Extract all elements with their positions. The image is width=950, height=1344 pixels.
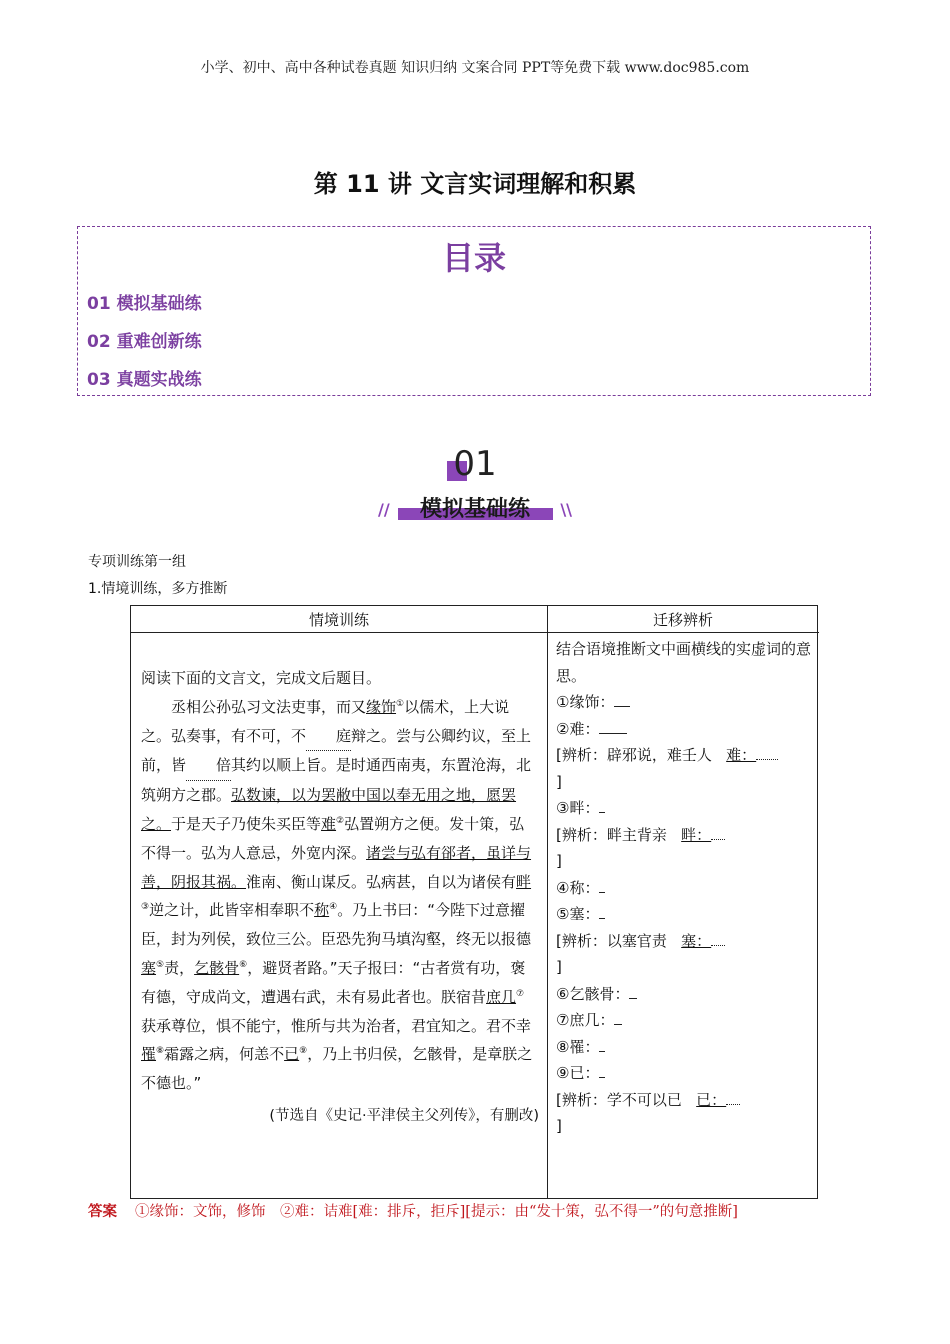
analysis-close-4: ]: [556, 1117, 562, 1135]
analysis-line-4: [556, 1087, 814, 1114]
underlined-sentence: 诸尝与弘有郤者，虽详与善，阴报其祸。: [141, 843, 532, 891]
answer-label: ⑨已：: [556, 1064, 600, 1082]
table-header-rule-right: [547, 632, 819, 633]
passage-span: 获承尊位，惧不能宁，惟所与共为治者，君宜知之。君不幸: [141, 1016, 532, 1035]
note-mark: ①: [396, 698, 405, 709]
answer-blank[interactable]: [711, 839, 725, 840]
analysis-column: [556, 636, 814, 1140]
answer-line-3: [556, 795, 814, 822]
note-mark: ③: [141, 902, 150, 913]
passage-intro: 阅读下面的文言文，完成文后题目。: [141, 669, 382, 687]
answer-blank[interactable]: [711, 945, 725, 946]
underlined-word: 塞: [141, 958, 157, 977]
answer-blank[interactable]: [629, 982, 637, 999]
table-of-contents: [77, 226, 871, 396]
analysis-word: 塞：: [681, 931, 712, 950]
table-header-left: 情境训练: [308, 611, 369, 629]
answer-line-8: [556, 1034, 814, 1061]
answer-line-5: [556, 901, 814, 928]
passage: [141, 664, 539, 1131]
dotted-word: 庭: [306, 722, 351, 752]
underlined-word: 乞骸骨: [194, 958, 240, 977]
passage-text: [141, 693, 539, 1098]
page-title: 第 11 讲 文言实词理解和积累: [313, 170, 637, 198]
answer-label: 答案: [88, 1204, 117, 1220]
answer-blank[interactable]: [726, 1104, 740, 1105]
underlined-word: 缘饰: [366, 697, 397, 716]
answer-label: ⑦庶几：: [556, 1011, 615, 1029]
underlined-sentence: 弘数谏，以为罢敝中国以奉无用之地，愿罢之。: [141, 786, 517, 833]
answer-blank[interactable]: [599, 1035, 605, 1052]
answer-blank[interactable]: [599, 902, 605, 919]
passage-span: ，乃上书归侯，乞骸骨，是章朕之不德也。”: [141, 1045, 533, 1093]
passage-span: 霜露之病，何恙不: [164, 1045, 285, 1064]
note-mark: ⑥: [239, 959, 248, 970]
group-label: 专项训练第一组: [88, 554, 186, 570]
answer-line-2: [556, 716, 814, 743]
answer-blank[interactable]: [614, 1008, 622, 1025]
answer-blank[interactable]: [599, 1061, 605, 1078]
underlined-word: 罹: [141, 1045, 157, 1064]
passage-span: 其约以顺上旨。是时通西南夷，东置沧海，北筑朔方之郡。: [141, 756, 532, 805]
answer-label: ①缘饰：: [556, 693, 615, 711]
note-mark: ②: [336, 815, 345, 826]
answer-label: ③畔：: [556, 799, 600, 817]
slash-right-icon: \\: [560, 500, 572, 519]
underlined-word: 庶几: [486, 987, 517, 1006]
note-mark: ④: [329, 902, 338, 913]
answer-blank[interactable]: [599, 717, 627, 734]
dotted-word: 倍: [186, 751, 231, 781]
answer-line-9: [556, 1060, 814, 1087]
answer-line-6: [556, 981, 814, 1008]
analysis-text: [辨析：畔主背亲: [556, 825, 667, 844]
passage-span: 以儒术，上大说之。弘奏事，有不可，不: [141, 697, 510, 745]
note-mark: ⑤: [156, 959, 165, 970]
analysis-word: 难：: [726, 746, 757, 764]
exercise-table: [130, 605, 818, 1199]
analysis-line-2: [556, 822, 814, 849]
analysis-line-1: [556, 742, 814, 769]
answer-text: ①缘饰：文饰，修饰 ②难：诘难[难：排斥，拒斥][提示：由“发十策，弘不得一”的句意推断]: [135, 1204, 738, 1220]
answer-line-1: [556, 689, 814, 716]
answer-label: ⑧罹：: [556, 1037, 600, 1056]
analysis-text: [辨析：辟邪说，难壬人: [556, 746, 712, 764]
passage-span: 淮南、衡山谋反。弘病甚，自以为诸侯有: [246, 872, 517, 891]
passage-span: 逆之计，此皆宰相奉职不: [149, 901, 315, 920]
answer-label: ⑤塞：: [556, 905, 600, 923]
passage-span: 责，: [164, 958, 195, 977]
analysis-word: 已：: [696, 1090, 727, 1109]
answer-label: ⑥乞骸骨：: [556, 984, 630, 1003]
analysis-close-1: ]: [556, 772, 562, 791]
answer-label: ④称：: [556, 878, 600, 897]
note-mark: ⑧: [156, 1046, 165, 1057]
analysis-close-2: ]: [556, 852, 562, 870]
answer-blank[interactable]: [599, 876, 605, 893]
analysis-close-3: ]: [556, 958, 562, 976]
answer-line-4: [556, 875, 814, 902]
table-header-rule-left: [131, 632, 547, 633]
analysis-instruction: 结合语境推断文中画横线的实虚词的意思。: [556, 640, 812, 685]
toc-heading: 目录: [441, 239, 506, 277]
passage-span: 辩之。尝与公卿约议，至上前，皆: [141, 726, 532, 775]
toc-item-2[interactable]: 02 重难创新练: [87, 332, 202, 352]
passage-source: (节选自《史记·平津侯主父列传》，有删改): [269, 1107, 539, 1124]
answer-line: [88, 1200, 878, 1221]
note-mark: ⑦: [516, 988, 525, 999]
underlined-word: 畔: [516, 872, 532, 891]
passage-span: 弘置朔方之便。发十策，弘不得一。弘为人意忌，外宽内深。: [141, 814, 525, 862]
analysis-word: 畔：: [681, 825, 712, 844]
note-mark: ⑨: [299, 1046, 308, 1057]
passage-span: ，避贤者路。”天子报曰：“古者赏有功，褒有德，守成尚文，遭遇右武，未有易此者也。朕宿昔: [141, 958, 526, 1006]
section-number: 01: [453, 444, 497, 484]
underlined-word: 难: [321, 814, 337, 833]
analysis-text: [辨析：学不可以已: [556, 1090, 682, 1109]
answer-blank[interactable]: [599, 796, 605, 813]
question-label: 1.情境训练，多方推断: [88, 581, 228, 597]
page-header: 小学、初中、高中各种试卷真题 知识归纳 文案合同 PPT等免费下载 www.doc985.com: [200, 60, 750, 76]
section-name: 模拟基础练: [419, 497, 530, 522]
underlined-word: 称: [314, 901, 330, 920]
passage-span: 丞相公孙弘习文法吏事，而又: [171, 697, 367, 716]
toc-item-1[interactable]: 01 模拟基础练: [87, 294, 202, 314]
toc-item-3[interactable]: 03 真题实战练: [87, 370, 202, 390]
passage-span: 。乃上书曰：“今陛下过意擢臣，封为列侯，致位三公。臣恐先狗马填沟壑，终无以报德: [141, 901, 532, 949]
answer-line-7: [556, 1007, 814, 1034]
underlined-word: 已: [284, 1045, 300, 1064]
slash-left-icon: //: [378, 500, 390, 519]
answer-blank[interactable]: [614, 690, 630, 707]
passage-span: 于是天子乃使朱买臣等: [171, 814, 322, 833]
table-header-right: 迁移辨析: [652, 611, 713, 629]
section-banner: [378, 492, 572, 522]
analysis-line-3: [556, 928, 814, 955]
answer-label: ②难：: [556, 719, 600, 738]
table-divider: [547, 606, 548, 1198]
analysis-text: [辨析：以塞官责: [556, 931, 667, 950]
answer-blank[interactable]: [756, 759, 778, 760]
